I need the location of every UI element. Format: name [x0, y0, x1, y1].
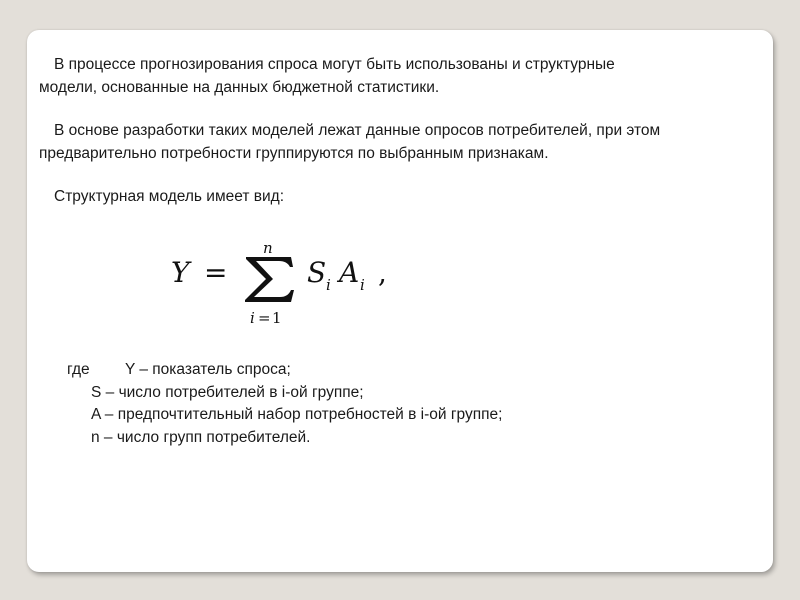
intro-line-2: модели, основанные на данных бюджетной статистики. [39, 79, 440, 96]
summation-index-var: i [250, 309, 255, 327]
summation-sign [245, 257, 294, 302]
definition-s: S – число потребителей в i-ой группе; [91, 383, 364, 401]
basis-paragraph [39, 119, 660, 165]
model-intro-paragraph [39, 185, 284, 208]
variable-definitions [67, 359, 502, 449]
model-intro-line: Структурная модель имеет вид: [54, 188, 284, 205]
definition-row-n [67, 427, 502, 450]
slide [27, 30, 773, 572]
basis-line-2: предварительно потребности группируются по выбранным признакам. [39, 145, 549, 162]
summation-index-eq: = [258, 309, 271, 327]
formula-equals: = [204, 256, 228, 289]
summation-index-val: 1 [272, 309, 282, 327]
summation-upper-limit: n [263, 239, 273, 257]
intro-line-1: В процессе прогнозирования спроса могут быть использованы и структурные [54, 56, 615, 73]
definitions-lead-word: где [67, 361, 90, 378]
structural-model-formula [167, 230, 427, 330]
formula-term-s: S [307, 256, 327, 289]
definition-a: A – предпочтительный набор потребностей в i-ой группе; [91, 406, 503, 424]
formula-lhs: Y [171, 256, 190, 289]
formula-term-a: A [339, 256, 360, 289]
definition-n: n – число групп потребителей. [91, 428, 311, 446]
intro-paragraph [39, 53, 615, 99]
basis-line-1: В основе разработки таких моделей лежат данные опросов потребителей, при этом [54, 122, 661, 139]
definition-y: Y – показатель спроса; [125, 361, 291, 378]
definition-row-a [67, 404, 502, 427]
formula-trailing-comma: , [378, 256, 387, 289]
formula-term-a-subscript: i [360, 276, 365, 294]
formula-term-s-subscript: i [326, 276, 331, 294]
definition-row-s [67, 382, 502, 405]
definition-row-y [67, 359, 502, 382]
